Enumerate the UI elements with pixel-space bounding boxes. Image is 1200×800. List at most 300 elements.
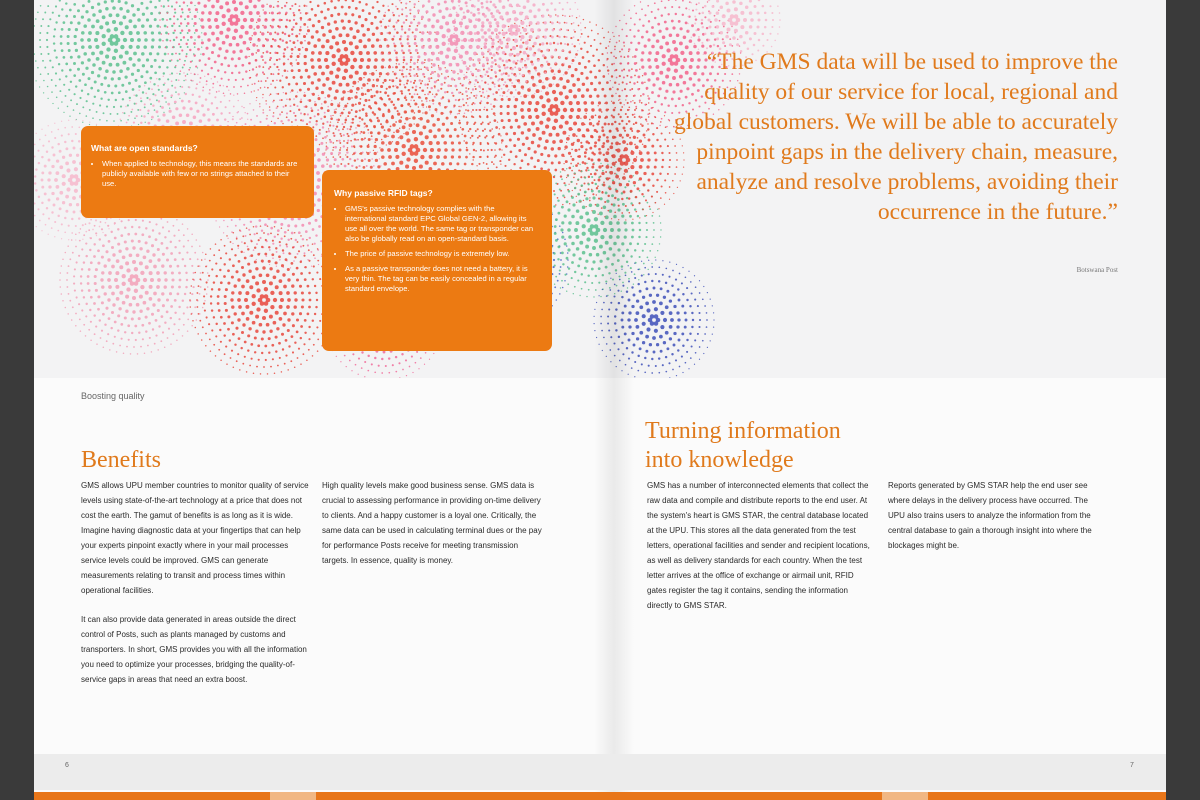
pattern-dot [133, 122, 135, 124]
pattern-dot [348, 20, 351, 23]
pattern-dot [454, 79, 456, 81]
pattern-dot [651, 280, 653, 282]
pattern-dot [238, 260, 241, 263]
pattern-dot [539, 43, 541, 45]
pattern-dot [399, 127, 401, 129]
pattern-dot [186, 114, 190, 118]
pattern-dot [637, 283, 639, 285]
pattern-dot [174, 101, 177, 104]
pattern-dot [261, 55, 264, 58]
pattern-dot [519, 167, 521, 169]
pattern-dot [336, 48, 340, 52]
pattern-dot [420, 155, 424, 159]
pattern-dot [232, 0, 236, 4]
pattern-dot [707, 292, 708, 293]
pattern-dot [653, 236, 655, 238]
pattern-dot [285, 258, 288, 261]
pattern-dot [446, 117, 449, 120]
pattern-dot [63, 21, 66, 24]
pattern-dot [531, 122, 535, 126]
pattern-dot [525, 33, 527, 35]
pattern-dot [167, 78, 169, 80]
pattern-dot [142, 13, 145, 16]
pattern-dot [564, 238, 566, 240]
pattern-dot [554, 169, 557, 172]
pattern-dot [364, 123, 366, 125]
pattern-dot [187, 318, 189, 320]
pattern-dot [195, 8, 198, 11]
pattern-dot [243, 107, 244, 108]
pattern-dot [420, 141, 424, 145]
pattern-dot [312, 228, 315, 231]
pattern-dot [406, 69, 408, 71]
pattern-dot [144, 85, 145, 86]
pattern-dot [319, 129, 321, 131]
pattern-dot [124, 226, 126, 228]
pattern-dot [154, 59, 157, 62]
pattern-dot [244, 298, 248, 302]
pattern-dot [573, 166, 574, 167]
pattern-dot [199, 119, 203, 123]
pattern-dot [191, 234, 193, 236]
pattern-dot [702, 298, 704, 300]
pattern-dot [370, 107, 372, 109]
pattern-dot [656, 294, 659, 297]
pattern-dot [215, 220, 216, 221]
pattern-dot [188, 69, 190, 71]
pattern-dot [298, 69, 301, 72]
pattern-dot [686, 299, 688, 301]
pattern-dot [322, 83, 326, 87]
pattern-dot [272, 101, 274, 103]
pattern-dot [247, 113, 249, 115]
pattern-dot [491, 108, 492, 109]
pattern-dot [557, 212, 560, 215]
pattern-dot [256, 11, 260, 15]
pattern-dot [505, 132, 508, 135]
pattern-dot [542, 131, 546, 135]
pattern-dot [465, 156, 468, 159]
pattern-dot [405, 63, 407, 65]
pattern-dot [88, 329, 90, 331]
pattern-dot [577, 264, 580, 267]
pattern-dot [425, 97, 428, 100]
pattern-dot [358, 125, 360, 127]
pattern-dot [337, 13, 340, 16]
pattern-dot [174, 258, 177, 261]
pattern-dot [401, 45, 404, 48]
pattern-dot [264, 294, 269, 299]
pattern-dot [366, 51, 370, 55]
pattern-dot [146, 70, 149, 73]
pattern-dot [249, 25, 253, 29]
pattern-dot [340, 163, 342, 165]
pattern-dot [108, 63, 112, 67]
pattern-dot [534, 66, 537, 69]
pattern-dot [104, 91, 107, 94]
pattern-dot [178, 286, 181, 289]
pattern-dot [304, 278, 307, 281]
pattern-dot [193, 286, 195, 288]
pattern-dot [116, 63, 120, 67]
pattern-dot [655, 259, 656, 260]
pattern-dot [105, 7, 109, 11]
pattern-dot [513, 105, 516, 108]
pattern-dot [476, 53, 477, 54]
pattern-dot [586, 218, 590, 222]
pattern-dot [315, 135, 317, 137]
pattern-dot [68, 293, 70, 295]
pattern-dot [431, 52, 435, 56]
pattern-dot [40, 73, 42, 75]
pattern-dot [129, 45, 133, 49]
pattern-dot [686, 351, 688, 353]
pattern-dot [92, 117, 94, 119]
pattern-dot [316, 185, 320, 189]
pattern-dot [190, 73, 191, 74]
pattern-dot [561, 280, 563, 282]
pattern-dot [344, 165, 347, 168]
pattern-dot [207, 272, 209, 274]
pattern-dot [256, 115, 258, 117]
pattern-dot [634, 116, 636, 118]
pattern-dot [356, 92, 358, 94]
pattern-dot [391, 116, 394, 119]
pattern-dot [257, 18, 261, 22]
pattern-dot [89, 309, 91, 311]
pattern-dot [560, 115, 564, 119]
pattern-dot [480, 123, 482, 125]
pattern-dot [61, 101, 63, 103]
pattern-dot [81, 61, 84, 64]
pattern-dot [285, 105, 287, 107]
pattern-dot [73, 109, 75, 111]
pattern-dot [380, 148, 384, 152]
pattern-dot [126, 346, 128, 348]
pattern-dot [427, 83, 429, 85]
pattern-dot [562, 168, 565, 171]
pattern-dot [207, 38, 210, 41]
pattern-dot [419, 87, 421, 89]
pattern-dot [249, 11, 253, 15]
pattern-dot [341, 112, 344, 115]
pattern-dot [229, 112, 231, 114]
pattern-dot [355, 7, 358, 10]
pattern-dot [343, 109, 345, 111]
pattern-dot [392, 71, 394, 73]
pattern-dot [557, 258, 559, 260]
pattern-dot [231, 291, 234, 294]
pattern-dot [245, 291, 249, 295]
pattern-dot [502, 29, 503, 30]
pattern-dot [164, 82, 166, 84]
pattern-dot [247, 246, 249, 248]
pattern-dot [240, 86, 242, 88]
pattern-dot [373, 65, 377, 69]
pattern-dot [125, 25, 129, 29]
pattern-dot [232, 36, 236, 40]
pattern-dot [409, 118, 411, 120]
pattern-dot [373, 113, 376, 116]
pattern-dot [403, 21, 405, 23]
pattern-dot [369, 119, 372, 122]
pattern-dot [326, 77, 330, 81]
pattern-dot [403, 84, 405, 86]
pattern-dot [326, 121, 328, 123]
pattern-dot [100, 278, 103, 281]
pattern-dot [350, 125, 352, 127]
pattern-dot [191, 246, 193, 248]
pattern-dot [706, 319, 708, 321]
pattern-dot [662, 364, 664, 366]
pattern-dot [355, 71, 359, 75]
pattern-dot [644, 357, 646, 359]
pattern-dot [508, 98, 511, 101]
pattern-dot [180, 86, 182, 88]
pattern-dot [79, 318, 81, 320]
pattern-dot [307, 75, 310, 78]
pattern-dot [223, 232, 224, 233]
pattern-dot [207, 118, 210, 121]
pattern-dot [110, 34, 115, 39]
pattern-dot [59, 279, 61, 281]
pattern-dot [554, 286, 556, 288]
pattern-dot [212, 43, 215, 46]
pattern-dot [99, 104, 101, 106]
pattern-dot [131, 317, 134, 320]
pattern-dot [671, 284, 673, 286]
pattern-dot [112, 56, 116, 60]
pattern-dot [87, 38, 91, 42]
pattern-dot [422, 89, 424, 91]
pattern-dot [634, 361, 636, 363]
pattern-dot [510, 150, 513, 153]
pattern-dot [445, 55, 449, 59]
pattern-dot [120, 45, 124, 49]
pattern-dot [228, 90, 229, 91]
pattern-dot [654, 307, 658, 311]
pattern-dot [552, 76, 556, 80]
pattern-dot [382, 18, 384, 20]
pattern-dot [586, 296, 587, 297]
pattern-dot [433, 135, 437, 139]
pattern-dot [267, 31, 269, 33]
pattern-dot [299, 33, 301, 35]
pattern-dot [345, 154, 346, 155]
pattern-dot [651, 358, 653, 360]
pattern-dot [81, 31, 85, 35]
pattern-dot [65, 15, 68, 18]
pattern-dot [124, 1, 127, 4]
pattern-dot [482, 122, 484, 124]
pattern-dot [371, 158, 373, 160]
pattern-dot [63, 84, 65, 86]
pattern-dot [194, 5, 195, 6]
pattern-dot [151, 31, 154, 34]
pattern-dot [242, 323, 245, 326]
pattern-dot [436, 19, 440, 23]
pattern-dot [644, 371, 646, 373]
pattern-dot [501, 119, 504, 122]
pattern-dot [249, 285, 253, 289]
pattern-dot [444, 76, 447, 79]
pattern-dot [304, 332, 306, 334]
pattern-dot [58, 63, 60, 65]
pattern-dot [178, 43, 180, 45]
pattern-dot [272, 38, 274, 40]
pattern-dot [413, 62, 416, 65]
pattern-dot [645, 302, 649, 306]
pattern-dot [475, 88, 477, 90]
pattern-dot [409, 52, 411, 54]
pattern-dot [336, 119, 338, 121]
pattern-dot [417, 93, 419, 95]
pattern-dot [243, 224, 245, 226]
pattern-dot [68, 28, 71, 31]
pattern-dot [162, 40, 164, 42]
pattern-dot [270, 227, 273, 230]
pattern-dot [387, 128, 391, 132]
pattern-dot [171, 72, 173, 74]
pattern-dot [382, 5, 384, 7]
pattern-dot [442, 96, 444, 98]
pattern-dot [47, 86, 49, 88]
pattern-dot [561, 206, 564, 209]
pattern-dot [471, 111, 473, 113]
pattern-dot [333, 147, 335, 149]
pattern-dot [409, 1, 411, 2]
pattern-dot [668, 362, 670, 364]
pattern-dot [358, 77, 362, 81]
pattern-dot [399, 38, 402, 41]
pattern-dot [83, 24, 87, 28]
pattern-dot [226, 27, 230, 31]
pattern-dot [257, 344, 260, 347]
pattern-dot [161, 59, 164, 62]
pattern-dot [193, 116, 197, 120]
pattern-dot [417, 9, 420, 12]
pattern-dot [277, 5, 280, 8]
pattern-dot [502, 126, 505, 129]
pattern-dot [245, 56, 248, 59]
pattern-dot [337, 122, 339, 124]
pattern-dot [472, 59, 473, 60]
pattern-dot [404, 86, 406, 88]
pattern-dot [194, 22, 197, 25]
pattern-dot [277, 93, 279, 95]
pattern-dot [398, 15, 400, 17]
pattern-dot [269, 330, 272, 333]
pattern-dot [189, 12, 191, 14]
pattern-dot [264, 87, 266, 89]
pattern-dot [418, 96, 421, 99]
pattern-dot [264, 11, 267, 14]
pattern-dot [61, 28, 64, 31]
pattern-dot [154, 94, 156, 96]
pattern-dot [123, 352, 125, 354]
pattern-dot [259, 237, 261, 239]
pattern-dot [94, 81, 97, 84]
pattern-dot [305, 230, 308, 233]
pattern-dot [412, 86, 414, 88]
pattern-dot [424, 52, 427, 55]
pattern-dot [414, 38, 416, 40]
pattern-dot [449, 162, 452, 165]
pattern-dot [335, 75, 339, 79]
pattern-dot [326, 131, 328, 133]
pattern-dot [178, 240, 180, 242]
pattern-dot [395, 121, 397, 123]
pattern-dot [247, 85, 249, 87]
pattern-dot [218, 309, 221, 312]
pattern-dot [125, 51, 129, 55]
pattern-dot [470, 137, 472, 139]
pattern-dot [508, 159, 510, 161]
pattern-dot [158, 78, 160, 80]
pattern-dot [320, 107, 323, 110]
pattern-dot [421, 100, 423, 102]
pattern-dot [171, 85, 173, 87]
pattern-dot [95, 232, 97, 234]
pattern-dot [69, 69, 72, 72]
pattern-dot [476, 31, 480, 35]
pattern-dot [322, 126, 324, 128]
pattern-dot [545, 91, 549, 95]
pattern-dot [368, 138, 371, 141]
pattern-dot [279, 80, 281, 82]
pattern-dot [173, 23, 175, 25]
pattern-dot [391, 162, 395, 166]
pattern-dot [439, 51, 443, 55]
pattern-dot [205, 47, 208, 50]
pattern-dot [256, 25, 260, 29]
pattern-dot [185, 75, 187, 77]
pattern-dot [112, 343, 114, 345]
pattern-dot [453, 104, 455, 106]
pattern-dot [295, 35, 298, 38]
pattern-dot [431, 71, 434, 74]
pattern-dot [96, 343, 98, 345]
pattern-dot [637, 215, 639, 217]
pattern-dot [391, 38, 394, 41]
pattern-dot [449, 135, 452, 138]
pattern-dot [646, 130, 647, 131]
pattern-dot [494, 142, 496, 144]
pattern-dot [185, 93, 187, 95]
pattern-dot [344, 104, 347, 107]
pattern-dot [503, 154, 505, 156]
pattern-dot [62, 300, 64, 302]
pattern-dot [285, 41, 288, 44]
pattern-dot [383, 134, 387, 138]
pattern-dot [293, 260, 295, 262]
pattern-dot [175, 107, 178, 110]
pattern-dot [95, 289, 98, 292]
pattern-dot [291, 53, 293, 55]
pattern-dot [351, 13, 354, 16]
pattern-dot [249, 70, 250, 71]
pattern-dot [466, 72, 467, 73]
pattern-dot [450, 85, 452, 87]
pattern-dot [440, 88, 442, 90]
pattern-dot [579, 215, 583, 219]
pattern-dot [474, 122, 476, 124]
pattern-dot [454, 41, 459, 46]
pattern-dot [430, 87, 432, 89]
pattern-dot [151, 351, 153, 353]
pattern-dot [163, 112, 164, 113]
pattern-dot [402, 66, 405, 69]
